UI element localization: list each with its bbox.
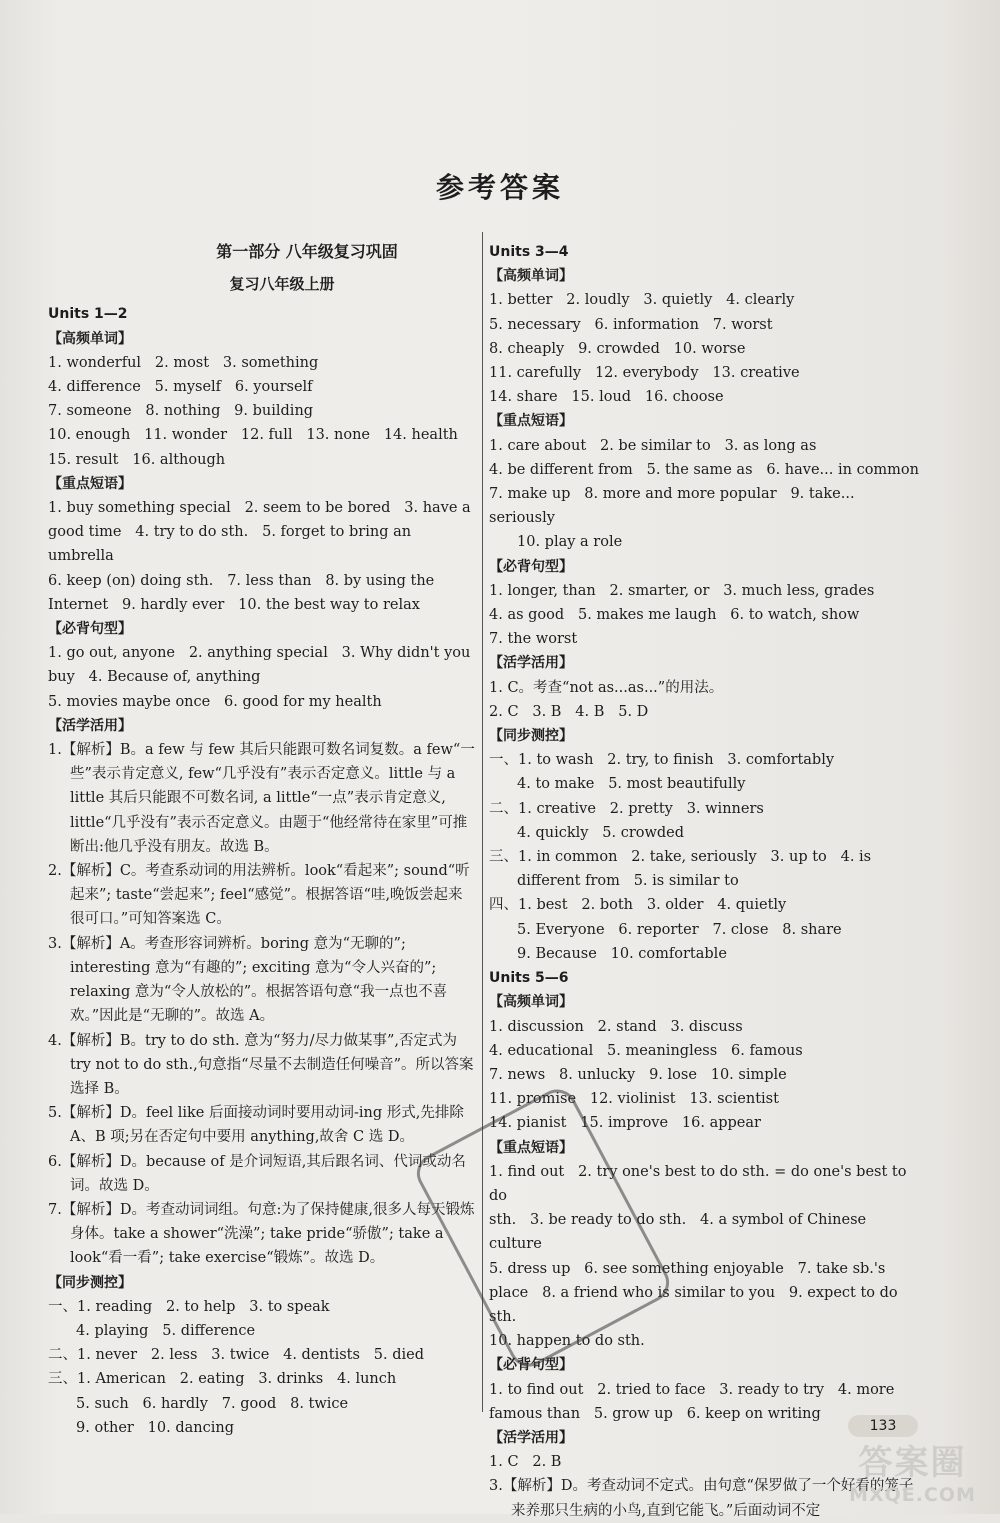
answer-line: 2. C 3. B 4. B 5. D	[489, 703, 649, 720]
page-number: 133	[848, 1415, 918, 1437]
answer-line: 一、1. to wash 2. try, to finish 3. comfortably	[489, 752, 835, 769]
left-lines	[48, 302, 476, 1440]
section-heading: 【同步测控】	[489, 728, 573, 745]
answer-line: 1. care about 2. be similar to 3. as long as	[489, 437, 817, 454]
answer-line: 1. better 2. loudly 3. quietly 4. clearly	[489, 292, 795, 309]
unit-heading: Units 5—6	[489, 970, 569, 987]
answer-line: 7. news 8. unlucky 9. lose 10. simple	[489, 1066, 787, 1083]
watermark-text: 答案圈	[858, 1442, 967, 1483]
answer-line: 1. buy something special 2. seem to be bored 3. have a	[48, 500, 471, 517]
answer-line: place 8. a friend who is similar to you 9. expect to do sth.	[489, 1284, 903, 1325]
answer-line: 三、1. in common 2. take, seriously 3. up to 4. is	[489, 849, 872, 866]
answer-line: 1. wonderful 2. most 3. something	[48, 354, 319, 371]
answer-line: good time 4. try to do sth. 5. forget to bring an umbrella	[48, 524, 416, 565]
section-heading: 【重点短语】	[489, 1139, 573, 1156]
answer-line: 5. dress up 6. see something enjoyable 7. take sb.'s	[489, 1260, 886, 1277]
section-heading: 【高频单词】	[489, 994, 573, 1011]
answer-line: 4. be different from 5. the same as 6. have... in common	[489, 461, 919, 478]
answer-line: 1. C 2. B	[489, 1454, 562, 1471]
section-heading: 【高频单词】	[48, 330, 132, 347]
answer-line: 5. Everyone 6. reporter 7. close 8. share	[517, 921, 842, 938]
answer-line: 4. to make 5. most beautifully	[517, 776, 746, 793]
answer-line: 10. enough 11. wonder 12. full 13. none 14. health	[48, 427, 458, 444]
unit-heading: Units 3—4	[489, 244, 569, 260]
answer-line: 1.【解析】B。a few 与 few 其后只能跟可数名词复数。a few“一些”表示肯定意义, few“几乎没有”表示否定意义。little 与 a little 其后只能跟不可数名词, a little“一点”表示肯定意义, little“几乎没有”表示否定意义。由题于“他经常待在家里”可推断出:他几乎没有朋友。故选 B。	[48, 742, 475, 855]
part-title: 第一部分 八年级复习巩固	[216, 242, 398, 261]
answer-line: 二、1. never 2. less 3. twice 4. dentists 5. died	[48, 1347, 424, 1364]
answer-line: 5. movies maybe once 6. good for my health	[48, 693, 382, 710]
answer-line: 三、1. American 2. eating 3. drinks 4. lunch	[48, 1371, 397, 1388]
answer-line: 5. such 6. hardly 7. good 8. twice	[76, 1395, 349, 1412]
section-title: 复习八年级上册	[229, 275, 335, 294]
answer-line: Internet 9. hardly ever 10. the best way to relax	[48, 596, 420, 613]
answer-line: 5. necessary 6. information 7. worst	[489, 316, 773, 333]
answer-line: 5.【解析】D。feel like 后面接动词时要用动词-ing 形式,先排除 A、B 项;另在否定句中要用 anything,故舍 C 选 D。	[48, 1105, 469, 1146]
answer-line: 8. cheaply 9. crowded 10. worse	[489, 340, 746, 357]
answer-line: 14. pianist 15. improve 16. appear	[489, 1115, 761, 1132]
answer-line: 1. longer, than 2. smarter, or 3. much less, grades	[489, 582, 875, 599]
answer-line: 10. happen to do sth.	[489, 1333, 645, 1350]
answer-line: famous than 5. grow up 6. keep on writing	[489, 1405, 821, 1422]
answer-line: 9. Because 10. comfortable	[517, 945, 727, 962]
answer-line: 7. the worst	[489, 631, 578, 648]
answer-line: 10. play a role	[517, 534, 623, 551]
answer-line: buy 4. Because of, anything	[48, 669, 261, 686]
section-heading: 【重点短语】	[48, 475, 132, 492]
answer-line: 2.【解析】C。考查系动词的用法辨析。look“看起来”; sound“听起来”; taste“尝起来”; feel“感觉”。根据答语“哇,晚饭尝起来很可口。”可知答案选 C。	[48, 863, 470, 928]
answer-line: 3.【解析】A。考查形容词辨析。boring 意为“无聊的”; interesting 意为“有趣的”; exciting 意为“令人兴奋的”; relaxing 意为“令人放松的”。根据答语句意“我一点也不喜欢。”因此是“无聊的”。故选 A。	[48, 935, 448, 1025]
answer-line: 7. make up 8. more and more popular 9. take... seriously	[489, 486, 860, 527]
answer-line: 6. keep (on) doing sth. 7. less than 8. by using the	[48, 572, 435, 589]
section-heading: 【活学活用】	[489, 1429, 573, 1446]
section-heading: 【必背句型】	[48, 621, 132, 638]
section-heading: 【同步测控】	[48, 1274, 132, 1291]
answer-line: 11. promise 12. violinist 13. scientist	[489, 1091, 779, 1108]
page-title: 参考答案	[435, 171, 564, 204]
answer-line: 4. difference 5. myself 6. yourself	[48, 379, 313, 396]
answer-line: 6.【解析】D。because of 是介词短语,其后跟名词、代词或动名词。故选 D。	[48, 1153, 466, 1194]
section-heading: 【必背句型】	[489, 558, 573, 575]
answer-line: 4. as good 5. makes me laugh 6. to watch, show	[489, 607, 860, 624]
answer-line: 1. find out 2. try one's best to do sth. = do one's best to do	[489, 1163, 912, 1204]
answer-line: 3.【解析】D。考查动词不定式。由句意“保罗做了一个好看的笼子来养那只生病的小鸟,直到它能飞。”后面动词不定	[489, 1478, 914, 1519]
section-heading: 【高频单词】	[489, 268, 573, 285]
answer-line: 7. someone 8. nothing 9. building	[48, 403, 314, 420]
unit-heading: Units 1—2	[48, 306, 128, 323]
left-column	[48, 240, 476, 1440]
answer-line: 四、1. best 2. both 3. older 4. quietly	[489, 897, 787, 914]
answer-line: sth. 3. be ready to do sth. 4. a symbol of Chinese culture	[489, 1212, 871, 1253]
answer-line: 11. carefully 12. everybody 13. creative	[489, 365, 800, 382]
answer-line: 1. go out, anyone 2. anything special 3. Why didn't you	[48, 645, 471, 662]
answer-line: 4. playing 5. difference	[76, 1322, 256, 1339]
section-heading: 【必背句型】	[489, 1357, 573, 1374]
answer-line: 9. other 10. dancing	[76, 1419, 234, 1436]
answer-line: 一、1. reading 2. to help 3. to speak	[48, 1298, 330, 1315]
answer-line: 1. to find out 2. tried to face 3. ready to try 4. more	[489, 1381, 895, 1398]
answer-line: 4. educational 5. meaningless 6. famous	[489, 1042, 803, 1059]
watermark-url: MXQE.COM	[849, 1483, 976, 1506]
answer-line: 1. discussion 2. stand 3. discuss	[489, 1018, 743, 1035]
answer-line: 14. share 15. loud 16. choose	[489, 389, 724, 406]
section-heading: 【重点短语】	[489, 413, 573, 430]
answer-line: different from 5. is similar to	[517, 873, 739, 890]
answer-line: 15. result 16. although	[48, 451, 226, 468]
answer-line: 1. C。考查“not as...as...”的用法。	[489, 679, 724, 696]
section-heading: 【活学活用】	[48, 717, 132, 734]
answer-line: 4.【解析】B。try to do sth. 意为“努力/尽力做某事”,否定式为 try not to do sth.,句意指“尽量不去制造任何噪音”。所以答案选择 B。	[48, 1032, 474, 1097]
answer-line: 7.【解析】D。考查动词词组。句意:为了保持健康,很多人每天锻炼身体。take a shower“洗澡”; take pride“骄傲”; take a look“看一看”; take exercise“锻炼”。故选 D。	[48, 1201, 475, 1267]
watermark-logo	[830, 1430, 995, 1510]
answer-line: 4. quickly 5. crowded	[517, 824, 685, 841]
answer-line: 二、1. creative 2. pretty 3. winners	[489, 800, 764, 817]
section-heading: 【活学活用】	[489, 655, 573, 672]
